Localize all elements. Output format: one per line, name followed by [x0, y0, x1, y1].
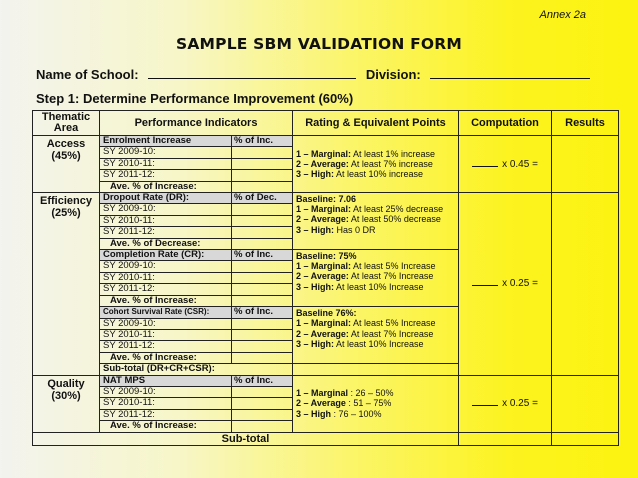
rating-item: 1 – Marginal: At least 25% decrease [296, 204, 444, 215]
area-quality-label: Quality [47, 377, 85, 390]
area-access-label: Access [46, 138, 86, 150]
year-row: SY 2011-12: [100, 284, 232, 295]
rating-item: 1 – Marginal: At least 1% increase [296, 148, 436, 159]
indicator-enrolment: Enrolment Increase [100, 136, 232, 147]
pct-value-cell[interactable] [232, 284, 293, 295]
average-row: Ave. % of Increase: [100, 421, 232, 432]
year-row: SY 2010-11: [100, 272, 232, 283]
header-results: Results [552, 111, 619, 136]
header-indicators: Performance Indicators [100, 111, 293, 136]
year-row: SY 2010-11: [100, 329, 232, 340]
rating-item: 1 – Marginal: At least 5% Increase [296, 261, 436, 272]
area-quality-weight: (30%) [51, 389, 81, 402]
header-area: Thematic Area [33, 111, 100, 136]
header-computation: Computation [459, 111, 552, 136]
result-access[interactable] [552, 136, 619, 193]
year-row: SY 2009-10: [100, 147, 232, 158]
pct-value-cell[interactable] [232, 147, 293, 158]
rating-item: 3 – High: At least 10% Increase [296, 338, 424, 349]
pct-inc-header: % of Inc. [232, 250, 293, 261]
pct-value-cell[interactable] [232, 227, 293, 238]
annex-label: Annex 2a [539, 9, 586, 21]
year-row: SY 2009-10: [100, 261, 232, 272]
subtotal-computation [459, 432, 552, 445]
pct-value-cell[interactable] [232, 170, 293, 181]
step-heading: Step 1: Determine Performance Improvement (60%) [36, 91, 354, 106]
school-name-field[interactable] [148, 67, 356, 79]
area-efficiency-weight: (25%) [51, 207, 81, 220]
pct-value-cell[interactable] [232, 261, 293, 272]
subtotal-row [33, 432, 619, 445]
computation-access: x 0.45 = [459, 136, 552, 193]
rating-dropout [293, 193, 459, 250]
rating-item: 2 – Average: At least 50% decrease [296, 214, 441, 225]
result-quality[interactable] [552, 375, 619, 432]
efficiency-subtotal: Sub-total (DR+CR+CSR): [100, 364, 293, 375]
rating-cohort [293, 307, 459, 364]
result-efficiency[interactable] [552, 193, 619, 376]
rating-access [293, 136, 459, 193]
rating-item: 2 – Average: At least 7% Increase [296, 328, 434, 339]
pct-value-cell[interactable] [232, 352, 293, 363]
baseline: Baseline: 75% [296, 251, 357, 262]
computation-blank[interactable] [472, 285, 498, 286]
indicator-nat-mps: NAT MPS [100, 375, 232, 386]
rating-item: 3 – High : 76 – 100% [296, 408, 382, 419]
rating-item: 3 – High: Has 0 DR [296, 224, 376, 235]
year-row: SY 2010-11: [100, 398, 232, 409]
rating-item: 2 – Average: At least 7% increase [296, 158, 433, 169]
computation-blank[interactable] [472, 405, 498, 406]
computation-quality: x 0.25 = [459, 375, 552, 432]
year-row: SY 2009-10: [100, 204, 232, 215]
year-row: SY 2010-11: [100, 215, 232, 226]
school-division-line [36, 67, 596, 82]
indicator-completion: Completion Rate (CR): [100, 250, 232, 261]
year-row: SY 2011-12: [100, 170, 232, 181]
year-row: SY 2011-12: [100, 409, 232, 420]
computation-efficiency: x 0.25 = [459, 193, 552, 376]
baseline: Baseline: 7.06 [296, 194, 357, 205]
average-row: Ave. % of Increase: [100, 352, 232, 363]
subtotal-label: Sub-total [33, 432, 459, 445]
computation-blank[interactable] [472, 166, 498, 167]
pct-value-cell[interactable] [232, 272, 293, 283]
rating-item: 2 – Average : 51 – 75% [296, 398, 392, 409]
indicator-dropout: Dropout Rate (DR): [100, 193, 232, 204]
pct-value-cell[interactable] [232, 398, 293, 409]
pct-value-cell[interactable] [232, 421, 293, 432]
rating-item: 1 – Marginal : 26 – 50% [296, 388, 394, 399]
access-header-row [33, 136, 619, 147]
quality-header-row [33, 375, 619, 386]
pct-value-cell[interactable] [232, 318, 293, 329]
subtotal-rating-cell [293, 364, 459, 375]
pct-value-cell[interactable] [232, 215, 293, 226]
rating-item: 1 – Marginal: At least 5% Increase [296, 318, 436, 329]
division-label: Division: [365, 67, 421, 82]
pct-value-cell[interactable] [232, 204, 293, 215]
area-access [33, 136, 100, 193]
validation-table [32, 110, 619, 446]
area-access-weight: (45%) [51, 150, 81, 162]
rating-completion [293, 250, 459, 307]
area-quality [33, 375, 100, 432]
pct-inc-header: % of Inc. [232, 136, 293, 147]
average-row: Ave. % of Decrease: [100, 238, 232, 249]
year-row: SY 2011-12: [100, 341, 232, 352]
average-row: Ave. % of Increase: [100, 295, 232, 306]
rating-item: 3 – High: At least 10% increase [296, 169, 424, 180]
school-label: Name of School: [36, 67, 139, 82]
pct-inc-header: % of Inc. [232, 375, 293, 386]
pct-value-cell[interactable] [232, 295, 293, 306]
subtotal-result[interactable] [552, 432, 619, 445]
rating-quality [293, 375, 459, 432]
pct-value-cell[interactable] [232, 238, 293, 249]
area-efficiency-label: Efficiency [40, 195, 92, 208]
indicator-cohort: Cohort Survival Rate (CSR): [100, 307, 232, 318]
rating-item: 3 – High: At least 10% Increase [296, 281, 424, 292]
pct-value-cell[interactable] [232, 341, 293, 352]
header-rating: Rating & Equivalent Points [293, 111, 459, 136]
header-row [33, 111, 619, 136]
year-row: SY 2010-11: [100, 158, 232, 169]
pct-dec-header: % of Dec. [232, 193, 293, 204]
year-row: SY 2009-10: [100, 386, 232, 397]
division-field[interactable] [430, 67, 590, 79]
pct-inc-header: % of Inc. [232, 307, 293, 318]
form-title: SAMPLE SBM VALIDATION FORM [175, 35, 463, 53]
baseline: Baseline 76%: [296, 308, 357, 319]
year-row: SY 2011-12: [100, 227, 232, 238]
pct-value-cell[interactable] [232, 181, 293, 192]
pct-value-cell[interactable] [232, 329, 293, 340]
pct-value-cell[interactable] [232, 158, 293, 169]
average-row: Ave. % of Increase: [100, 181, 232, 192]
area-efficiency [33, 193, 100, 376]
rating-item: 2 – Average: At least 7% Increase [296, 271, 434, 282]
dropout-header-row [33, 193, 619, 204]
year-row: SY 2009-10: [100, 318, 232, 329]
pct-value-cell[interactable] [232, 409, 293, 420]
pct-value-cell[interactable] [232, 386, 293, 397]
